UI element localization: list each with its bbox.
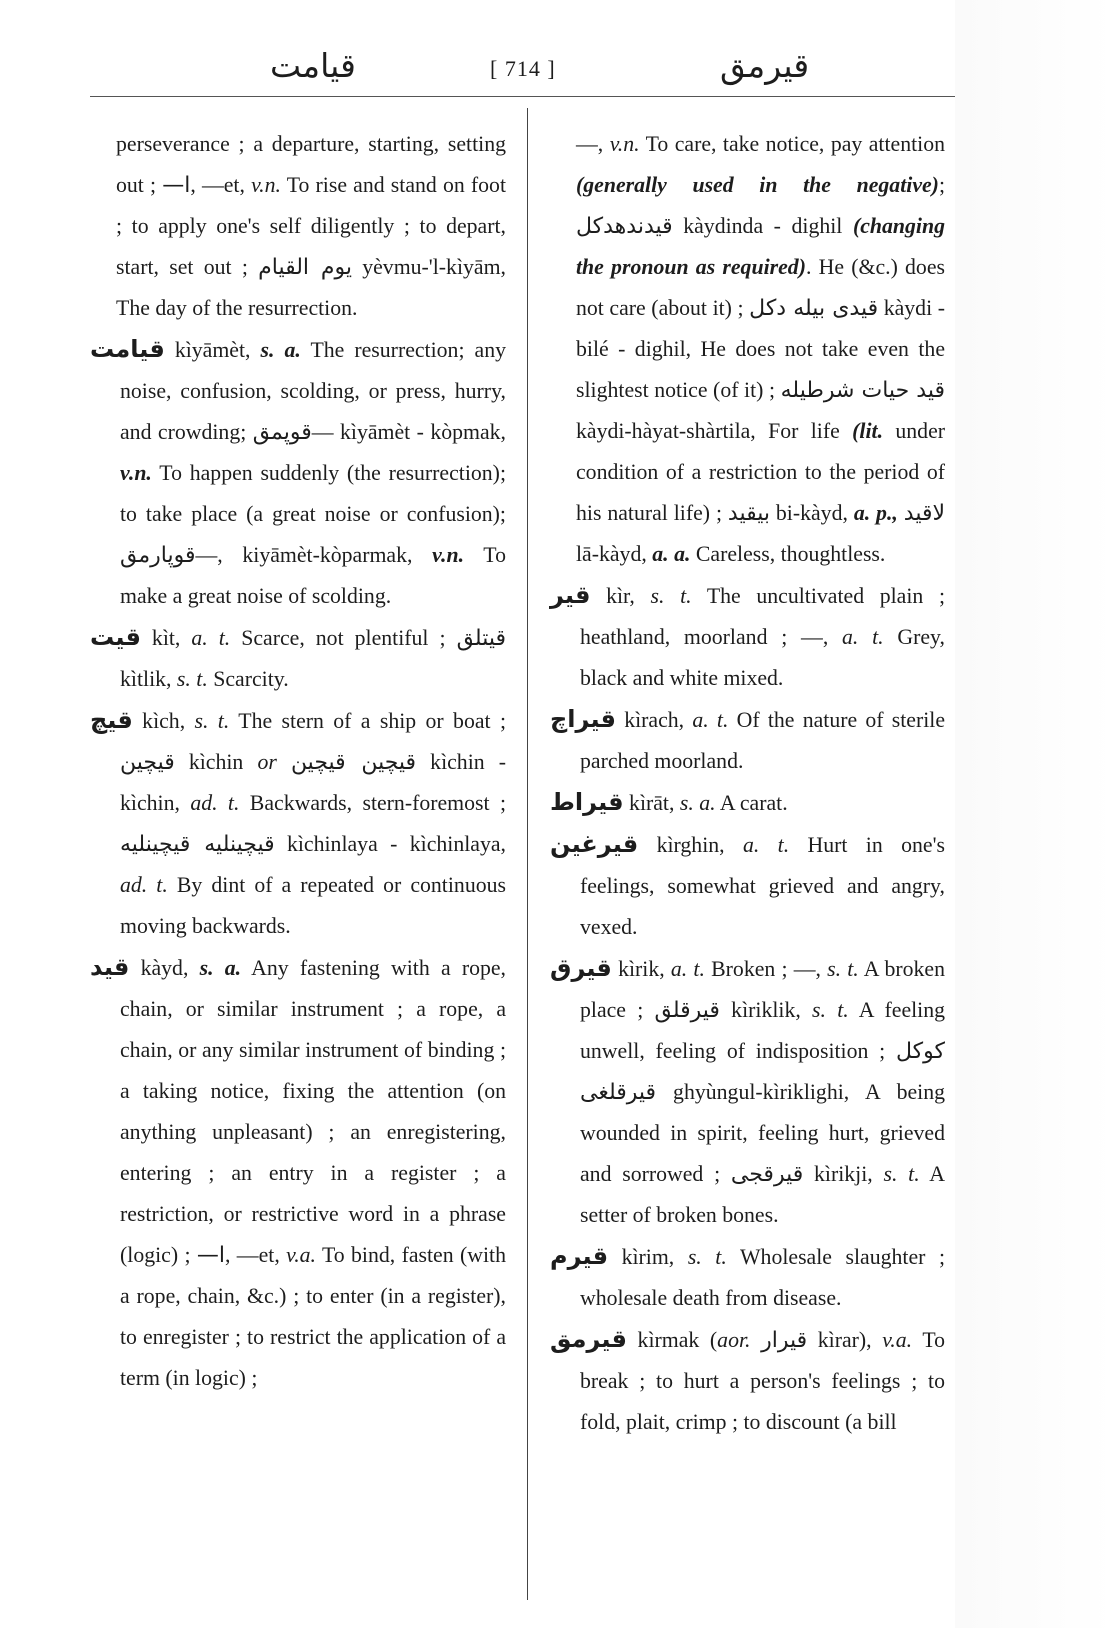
entry-text: The resurrection; any noise, confusion, scolding, or press, hurry, and crowding; — [120, 338, 507, 444]
arabic-script: قيچينليه قيچينليه — [120, 832, 275, 857]
arabic-script: قوپمق — [252, 420, 312, 445]
grammar-label: v.a. — [882, 1328, 913, 1352]
entry-text: kìriklik, — [719, 998, 813, 1022]
entry-text: A feeling unwell, feeling of indisposition ; — [580, 998, 946, 1063]
grammar-label: s. a. — [679, 791, 716, 815]
entry-text: — kìyāmèt - kòpmak, — [311, 420, 506, 444]
entry-text: Scarce, not plentiful ; — [230, 626, 457, 650]
entry-text: —, kiyāmèt-kòparmak, — [195, 543, 433, 567]
entry-text: kìrikji, — [803, 1162, 884, 1186]
entry-text: kàyd, — [129, 956, 200, 980]
entry-text: By dint of a repeated or continuous moving backwards. — [120, 873, 506, 938]
entry-text: perseverance ; a departure, starting, setting out ; — [116, 132, 506, 197]
arabic-script: قيدندهدكل — [576, 214, 673, 239]
grammar-label: s. a. — [260, 338, 301, 362]
entry-headword: قيت — [90, 623, 141, 651]
dictionary-page — [90, 28, 990, 1600]
grammar-label: v.n. — [120, 461, 152, 485]
entry-text: kìch, — [132, 709, 195, 733]
entry-headword: قيامت — [90, 335, 165, 363]
entry-text: kìyāmèt, — [164, 338, 261, 362]
entry-text: kìrāt, — [623, 791, 680, 815]
entry-text: Hurt in one's feelings, somewhat grieved and angry, vexed. — [580, 833, 945, 939]
entry-text: —, — [576, 132, 610, 156]
dictionary-entry — [550, 1319, 945, 1443]
grammar-label: s. t. — [650, 584, 692, 608]
usage-note: (generally used in the negative) — [576, 173, 939, 197]
entry-text: Wholesale slaughter ; wholesale death from disease. — [580, 1245, 946, 1310]
entry-text — [277, 750, 291, 774]
grammar-label: a. t. — [692, 708, 729, 732]
grammar-label: s. t. — [812, 998, 849, 1022]
dictionary-entry — [550, 575, 945, 699]
entry-headword: قيچ — [90, 706, 133, 734]
entry-text: The stern of a ship or boat ; — [229, 709, 506, 733]
arabic-script: ا— — [196, 1243, 225, 1268]
right-column — [550, 124, 945, 1443]
arabic-script: قيد حيات شرطيله — [780, 378, 945, 403]
entry-text: . He (&c.) does not care (about it) ; — [576, 255, 945, 320]
entry-headword: قيراچ — [550, 705, 616, 733]
grammar-label: ad. t. — [190, 791, 240, 815]
dictionary-entry — [90, 617, 506, 700]
entry-text: To bind, fasten (with a rope, chain, &c.) ; to enter (in a register), to enregister ; to restrict the application of a term (in logic) ; — [120, 1243, 506, 1390]
entry-text: kàydi-hàyat-shàrtila, For life — [576, 419, 853, 443]
entry-text: To happen suddenly (the resurrection); to take place (a great noise or confusion); — [120, 461, 506, 526]
entry-text: Backwards, stern-foremost ; — [239, 791, 506, 815]
entry-text: Any fastening with a rope, chain, or similar instrument ; a rope, a chain, or any similar instrument of binding ; a taking notice, fixing the attention (on anything unpleasant) ; an enregistering, entering ; an entry in a register ; a restriction, or restrictive word in a phrase (logic) ; — [120, 956, 507, 1267]
header-rule — [90, 96, 970, 97]
grammar-label: s. t. — [883, 1162, 920, 1186]
entry-text: To rise and stand on foot ; to apply one's self diligently ; to depart, start, set out ; — [116, 173, 506, 279]
entry-headword: قيرمق — [550, 1325, 627, 1353]
grammar-label: s. t. — [176, 667, 208, 691]
usage-note: (lit. — [852, 419, 884, 443]
entry-headword: قيد — [90, 953, 130, 981]
entry-text: kìchin — [174, 750, 258, 774]
entry-continuation — [90, 124, 506, 329]
entry-text: ; — [938, 173, 945, 197]
dictionary-entry — [90, 947, 506, 1399]
arabic-script: قيتلق — [456, 626, 506, 651]
grammar-label: v.n. — [432, 543, 465, 567]
grammar-label: ad. t. — [120, 873, 168, 897]
entry-text: kìrach, — [615, 708, 693, 732]
arabic-script: كوكل قيرقلغى — [580, 1039, 945, 1105]
entry-text: Broken ; —, — [704, 957, 828, 981]
grammar-label: v.a. — [286, 1243, 316, 1267]
entry-text: Scarcity. — [207, 667, 289, 691]
grammar-label: v.n. — [609, 132, 640, 156]
entry-text: yèvmu-'l-kìyām, The day of the resurrection. — [116, 255, 506, 320]
header-right-catchword: قيرمق — [720, 46, 810, 85]
entry-text: ghyùngul-kìriklighi, A being wounded in spirit, feeling hurt, grieved and sorrowed ; — [580, 1080, 945, 1186]
header-left-catchword: قيامت — [270, 46, 356, 85]
entry-text: kàydi - bilé - dighil, He does not take even the slightest notice (of it) ; — [576, 296, 945, 402]
page-header — [90, 28, 990, 98]
entry-text: under condition of a restriction to the period of his natural life) ; — [576, 419, 946, 525]
entry-text: Of the nature of sterile parched moorland. — [580, 708, 946, 773]
column-divider — [527, 108, 528, 1600]
dictionary-entry — [550, 699, 945, 782]
arabic-script: قيچين — [120, 750, 175, 775]
arabic-script: قيچين قيچين — [290, 750, 417, 775]
entry-text — [750, 1328, 761, 1352]
entry-text: lā-kàyd, — [576, 542, 653, 566]
entry-text: To care, take notice, pay attention — [639, 132, 945, 156]
entry-headword: قيراط — [550, 788, 624, 816]
page-number: [ 714 ] — [490, 56, 556, 81]
dictionary-entry — [90, 700, 506, 947]
entry-text: kìt, — [140, 626, 192, 650]
usage-note: a. a. — [652, 542, 691, 566]
grammar-label: a. t. — [842, 625, 884, 649]
entry-text: kìr, — [590, 584, 651, 608]
grammar-label: aor. — [717, 1328, 751, 1352]
dictionary-entry — [550, 782, 945, 824]
entry-text: kìchin - kìchin, — [120, 750, 507, 815]
entry-headword: قيرغين — [550, 830, 639, 858]
entry-headword: قير — [550, 581, 591, 609]
arabic-script: ا— — [162, 173, 191, 198]
entry-text: kìtlik, — [120, 667, 177, 691]
entry-text: kìrik, — [611, 957, 671, 981]
arabic-script: بيقيد — [727, 501, 770, 526]
entry-headword: قيرق — [550, 954, 612, 982]
dictionary-entry — [550, 948, 945, 1236]
entry-text: kìrim, — [608, 1245, 688, 1269]
entry-text: bi-kàyd, — [769, 501, 854, 525]
entry-text: To make a great noise of scolding. — [120, 543, 506, 608]
grammar-label: s. t. — [687, 1245, 727, 1269]
arabic-script: قيدى بيله دكل — [749, 296, 879, 321]
left-column — [90, 124, 506, 1399]
entry-continuation — [550, 124, 945, 575]
grammar-label: or — [257, 750, 277, 774]
usage-note: (changing the pronoun as required) — [576, 214, 945, 279]
dictionary-entry — [550, 1236, 945, 1319]
entry-text: kìrghin, — [638, 833, 743, 857]
entry-text: The uncultivated plain ; heathland, moorland ; —, — [580, 584, 945, 649]
entry-text: A carat. — [715, 791, 788, 815]
entry-text: kìchinlaya - kìchinlaya, — [274, 832, 506, 856]
entry-text: , —et, — [190, 173, 252, 197]
entry-text: , —et, — [225, 1243, 287, 1267]
arabic-script: قيرقجى — [730, 1162, 804, 1187]
scan-margin — [955, 0, 1115, 1628]
arabic-script: قيرقلق — [654, 998, 720, 1023]
entry-text: Grey, black and white mixed. — [580, 625, 945, 690]
grammar-label: s. t. — [827, 957, 859, 981]
grammar-label: a. t. — [742, 833, 790, 857]
grammar-label: a. t. — [191, 626, 231, 650]
entry-text: A broken place ; — [580, 957, 945, 1022]
usage-note: a. p., — [853, 501, 898, 525]
grammar-label: s. t. — [194, 709, 230, 733]
entry-text: kàydinda - dighil — [672, 214, 853, 238]
entry-text: A setter of broken bones. — [580, 1162, 945, 1227]
entry-text: Careless, thoughtless. — [690, 542, 886, 566]
dictionary-entry — [90, 329, 506, 617]
grammar-label: a. t. — [670, 957, 705, 981]
arabic-script: قوپارمق — [120, 543, 196, 568]
entry-text: kìrar), — [807, 1328, 883, 1352]
arabic-script: قيرار — [761, 1328, 808, 1353]
entry-text: kìrmak ( — [626, 1328, 718, 1352]
arabic-script: لاقيد — [903, 501, 946, 526]
arabic-script: يوم القيام — [258, 255, 352, 280]
entry-headword: قيرم — [550, 1242, 609, 1270]
grammar-label: s. a. — [199, 956, 242, 980]
dictionary-entry — [550, 824, 945, 948]
grammar-label: v.n. — [251, 173, 281, 197]
entry-text: To break ; to hurt a person's feelings ; to fold, plait, crimp ; to discount (a bill — [580, 1328, 946, 1434]
